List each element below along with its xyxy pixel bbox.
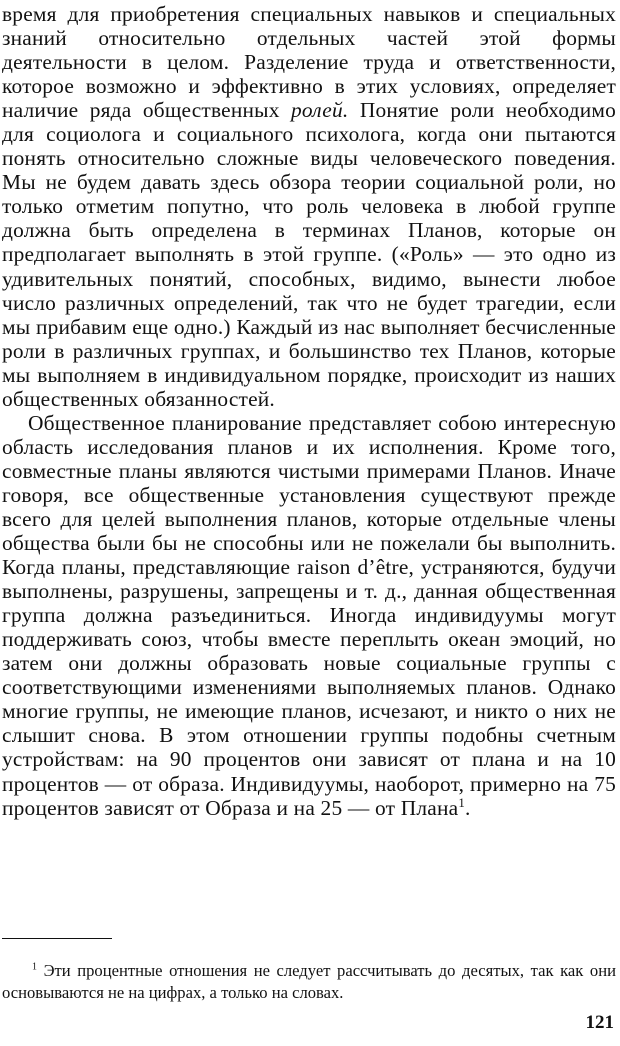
text-run: Понятие роли необходимо для социолога и социального психолога, когда они пытаются понять относительно сложные виды человеческого поведения. Мы не будем давать здесь обзора теории социальной роли, но только отметим попутно, что роль человека в любой группе должна быть определена в терминах Планов, которые он предполагает выполнять в этой группе. («Роль» — это одно из удивительных понятий, способных, видимо, вынести любое число различных определений, так что не будет трагедии, если мы прибавим еще одно.) Каждый из нас выполняет бесчисленные роли в различных группах, и большинство тех Планов, которые мы выполняем в индивидуальном порядке, происходит из наших общественных обязанностей. xyxy=(2,98,616,411)
footnote-reference[interactable]: 1 xyxy=(458,795,465,810)
text-run: время для приобретения специальных навыков и специальных знаний относительно отдельных частей этой формы деятельности в целом. Разделение труда и ответственности, которое возможно и эффективно в этих условиях, определяет наличие ряда общественных xyxy=(2,2,616,123)
footnote xyxy=(2,960,616,1004)
italic-term-roles: ролей. xyxy=(290,98,349,123)
footnote-divider xyxy=(2,938,112,939)
text-run: Общественное планирование представляет собою интересную область исследования планов и их исполнения. Кроме того, совместные планы являются чистыми примерами Планов. Иначе говоря, все общественные установления существуют прежде всего для целей выполнения планов, которые отдельные члены общества были бы не способны или не пожелали бы выполнить. Когда планы, представляющие raison d’être, устраняются, будучи выполнены, разрушены, запрещены и т. д., данная общественная группа должна разъединиться. Иногда индивидуумы могут поддерживать союз, чтобы вместе переплыть океан эмоций, но затем они должны образовать новые социальные группы с соответствующими изменениями выполняемых планов. Однако многие группы, не имеющие планов, исчезают, и никто о них не слышит снова. В этом отношении группы подобны счетным устройствам: на 90 процентов они зависят от плана и на 10 процентов — от образа. Индивидуумы, наоборот, примерно на 75 процентов зависят от Образа и на 25 — от Плана xyxy=(2,410,616,820)
footnote-text: Эти процентные отношения не следует рассчитывать до десятых, так как они основываются не на цифрах, а только на словах. xyxy=(2,961,616,1002)
page-number: 121 xyxy=(585,1012,614,1033)
paragraph-2 xyxy=(2,411,616,820)
main-text xyxy=(2,2,616,820)
sentence-end: . xyxy=(464,795,471,820)
footnote-marker: 1 xyxy=(32,961,37,973)
paragraph-1 xyxy=(2,2,616,411)
